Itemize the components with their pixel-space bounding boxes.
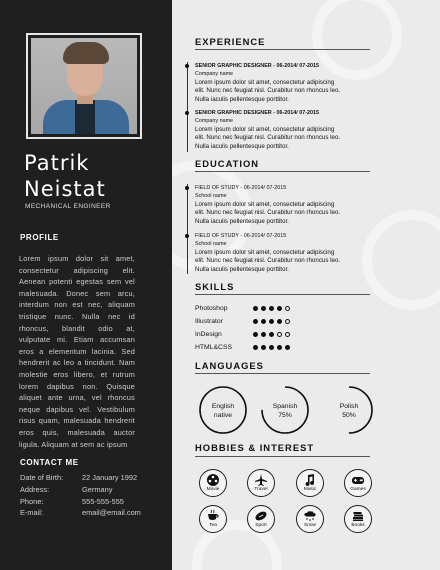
hobby-label: Movie xyxy=(206,487,220,492)
hobby-snow xyxy=(296,505,324,533)
rating-dot-filled xyxy=(277,306,282,311)
job-title: MECHANICAL ENGINEER xyxy=(25,203,111,210)
entry-desc-line: Lorem ipsum dolor sit amet, consectetur adipiscing xyxy=(195,201,335,208)
hobby-label: Games xyxy=(350,487,366,492)
rating-dot-filled xyxy=(285,345,290,350)
skill-name: HTML&CSS xyxy=(195,344,233,351)
hobby-label: Music xyxy=(303,487,317,492)
teacup-icon xyxy=(206,509,220,523)
language-name: English xyxy=(211,403,235,410)
contact-value: 22 January 1992 xyxy=(82,473,138,482)
timeline-dot xyxy=(185,64,189,68)
music-note-icon xyxy=(303,473,317,487)
language-label xyxy=(322,402,376,420)
job-line: SENIOR GRAPHIC DESIGNER - 06-2014/ 07-2015 xyxy=(195,110,320,116)
hobby-games xyxy=(344,469,372,497)
contact-row-email xyxy=(20,507,141,519)
rating-dot-filled xyxy=(277,319,282,324)
background-gear xyxy=(362,210,440,310)
hobby-music xyxy=(296,469,324,497)
contact-value: 555-555-555 xyxy=(82,496,124,506)
contact-label: Phone: xyxy=(20,496,44,506)
entry-desc-line: elit. Nunc nec feugiat nisl. Curabitur non rhoncus leo. xyxy=(195,209,341,217)
school-name: School name xyxy=(195,193,227,199)
contact-value: Germany xyxy=(82,484,113,494)
rating-dot-filled xyxy=(261,332,266,337)
hobby-label: Tea xyxy=(209,523,217,528)
language-name: Polish xyxy=(339,403,359,410)
skill-row xyxy=(195,331,290,338)
hobby-label: Books xyxy=(351,523,365,528)
rating-dot-filled xyxy=(269,306,274,311)
entry-desc-line: Nulla iaculis pellentesque porttitor. xyxy=(195,142,289,150)
hobby-label: Sport xyxy=(255,523,267,528)
snow-cloud-icon xyxy=(303,509,317,523)
timeline-line xyxy=(187,62,188,152)
language-level: native xyxy=(213,412,233,419)
entry-desc-line: Nulla iaculis pellentesque porttitor. xyxy=(195,217,289,225)
timeline-dot xyxy=(185,111,189,115)
rating-dot-filled xyxy=(253,332,258,337)
contact-row-address xyxy=(20,484,141,496)
contact-label: E-mail: xyxy=(20,508,43,518)
rating-dot-filled xyxy=(253,306,258,311)
rating-dot-empty xyxy=(285,319,290,324)
contact-details xyxy=(20,472,141,519)
skill-row xyxy=(195,318,290,325)
rating-dot-filled xyxy=(253,345,258,350)
rating-dot-filled xyxy=(261,345,266,350)
skill-name: Photoshop xyxy=(195,305,228,312)
entry-desc-line: Lorem ipsum dolor sit amet, consectetur adipiscing xyxy=(195,79,335,86)
skill-rating xyxy=(253,319,290,324)
entry-desc-line: elit. Nunc nec feugiat nisl. Curabitur non rhoncus leo. xyxy=(195,87,341,95)
rating-dot-filled xyxy=(261,319,266,324)
books-icon xyxy=(351,509,365,523)
hobby-label: Snow xyxy=(304,523,316,528)
gamepad-icon xyxy=(351,473,365,487)
entry-desc-line: elit. Nunc nec feugiat nisl. Curabitur non rhoncus leo. xyxy=(195,257,341,265)
education-entry xyxy=(195,233,370,274)
hobby-travel xyxy=(247,469,275,497)
rating-dot-filled xyxy=(269,345,274,350)
language-name: Spanish xyxy=(272,403,298,410)
timeline-line xyxy=(187,184,188,274)
languages-heading: LANGUAGES xyxy=(195,360,264,371)
job-line: SENIOR GRAPHIC DESIGNER - 06-2014/ 07-2015 xyxy=(195,63,320,69)
entry-desc-line: Nulla iaculis pellentesque porttitor. xyxy=(195,265,289,273)
rating-dot-empty xyxy=(285,306,290,311)
sidebar xyxy=(0,0,172,570)
hobby-books xyxy=(344,505,372,533)
company-name: Company name xyxy=(195,118,234,124)
school-name: School name xyxy=(195,241,227,247)
skill-name: InDesign xyxy=(195,331,222,338)
section-divider xyxy=(195,49,370,50)
contact-row-dob xyxy=(20,472,141,484)
rating-dot-filled xyxy=(269,319,274,324)
skill-rating xyxy=(253,306,290,311)
hobby-label: Travel xyxy=(254,487,268,492)
rating-dot-empty xyxy=(277,332,282,337)
skill-row xyxy=(195,305,290,312)
timeline-dot xyxy=(185,186,189,190)
contact-value: email@email.com xyxy=(82,508,141,518)
entry-desc-line: Nulla iaculis pellentesque porttitor. xyxy=(195,95,289,103)
rating-dot-filled xyxy=(253,319,258,324)
football-icon xyxy=(254,509,268,523)
skill-row xyxy=(195,344,290,351)
experience-entry xyxy=(195,110,370,151)
field-line: FIELD OF STUDY - 06-2014/ 07-2015 xyxy=(195,233,287,239)
film-reel-icon xyxy=(206,473,220,487)
contact-heading: CONTACT ME xyxy=(20,458,79,467)
contact-row-phone xyxy=(20,496,141,508)
airplane-icon xyxy=(254,473,268,487)
profile-photo xyxy=(31,38,137,134)
education-heading: EDUCATION xyxy=(195,158,260,169)
hobby-tea xyxy=(199,505,227,533)
rating-dot-empty xyxy=(285,332,290,337)
skill-rating xyxy=(253,332,290,337)
entry-desc-line: elit. Nunc nec feugiat nisl. Curabitur non rhoncus leo. xyxy=(195,134,341,142)
skills-heading: SKILLS xyxy=(195,281,235,292)
section-divider xyxy=(195,171,370,172)
language-level: 75% xyxy=(278,412,292,419)
last-name: Neistat xyxy=(24,177,106,201)
person-name xyxy=(24,150,106,202)
hobby-movie xyxy=(199,469,227,497)
skill-name: Illustrator xyxy=(195,318,223,325)
rating-dot-filled xyxy=(261,306,266,311)
language-label xyxy=(196,402,250,420)
profile-photo-frame xyxy=(26,33,142,139)
entry-desc-line: Lorem ipsum dolor sit amet, consectetur adipiscing xyxy=(195,249,335,256)
hobbies-heading: HOBBIES & INTEREST xyxy=(195,442,315,453)
entry-desc-line: Lorem ipsum dolor sit amet, consectetur adipiscing xyxy=(195,126,335,133)
rating-dot-filled xyxy=(269,332,274,337)
section-divider xyxy=(195,294,370,295)
timeline-dot xyxy=(185,234,189,238)
company-name: Company name xyxy=(195,71,234,77)
hobby-sport xyxy=(247,505,275,533)
experience-heading: EXPERIENCE xyxy=(195,36,266,47)
education-entry xyxy=(195,185,370,226)
profile-text: Lorem ipsum dolor sit amet, consectetur adipiscing elit. Aenean potenti egestas sem vel malesuada. Donec sem arcu, interdum non est nec, aliquam tristique nunc. Nulla nec id rhoncus, blandit odio at, vulputate mi. Etiam accumsan eros a elementum lacinia. Sed hendrerit ac leo a tincidunt. Nam molestie eros libero, et rutrum lorem dapibus non. Quisque aliquet ante urna, vel rhoncus neque dapibus vel. Vestibulum risus quam, malesuada hendrerit eros quis, malesuada auctor ligula. Aliquam at sem ac ipsum xyxy=(19,254,135,449)
contact-label: Date of Birth: xyxy=(20,473,64,482)
experience-entry xyxy=(195,63,370,104)
rating-dot-filled xyxy=(277,345,282,350)
skill-rating xyxy=(253,345,290,350)
section-divider xyxy=(195,373,370,374)
profile-heading: PROFILE xyxy=(20,233,59,242)
field-line: FIELD OF STUDY - 06-2014/ 07-2015 xyxy=(195,185,287,191)
first-name: Patrik xyxy=(24,151,90,175)
language-level: 50% xyxy=(342,412,356,419)
section-divider xyxy=(195,456,370,457)
contact-label: Address: xyxy=(20,484,50,494)
language-label xyxy=(258,402,312,420)
